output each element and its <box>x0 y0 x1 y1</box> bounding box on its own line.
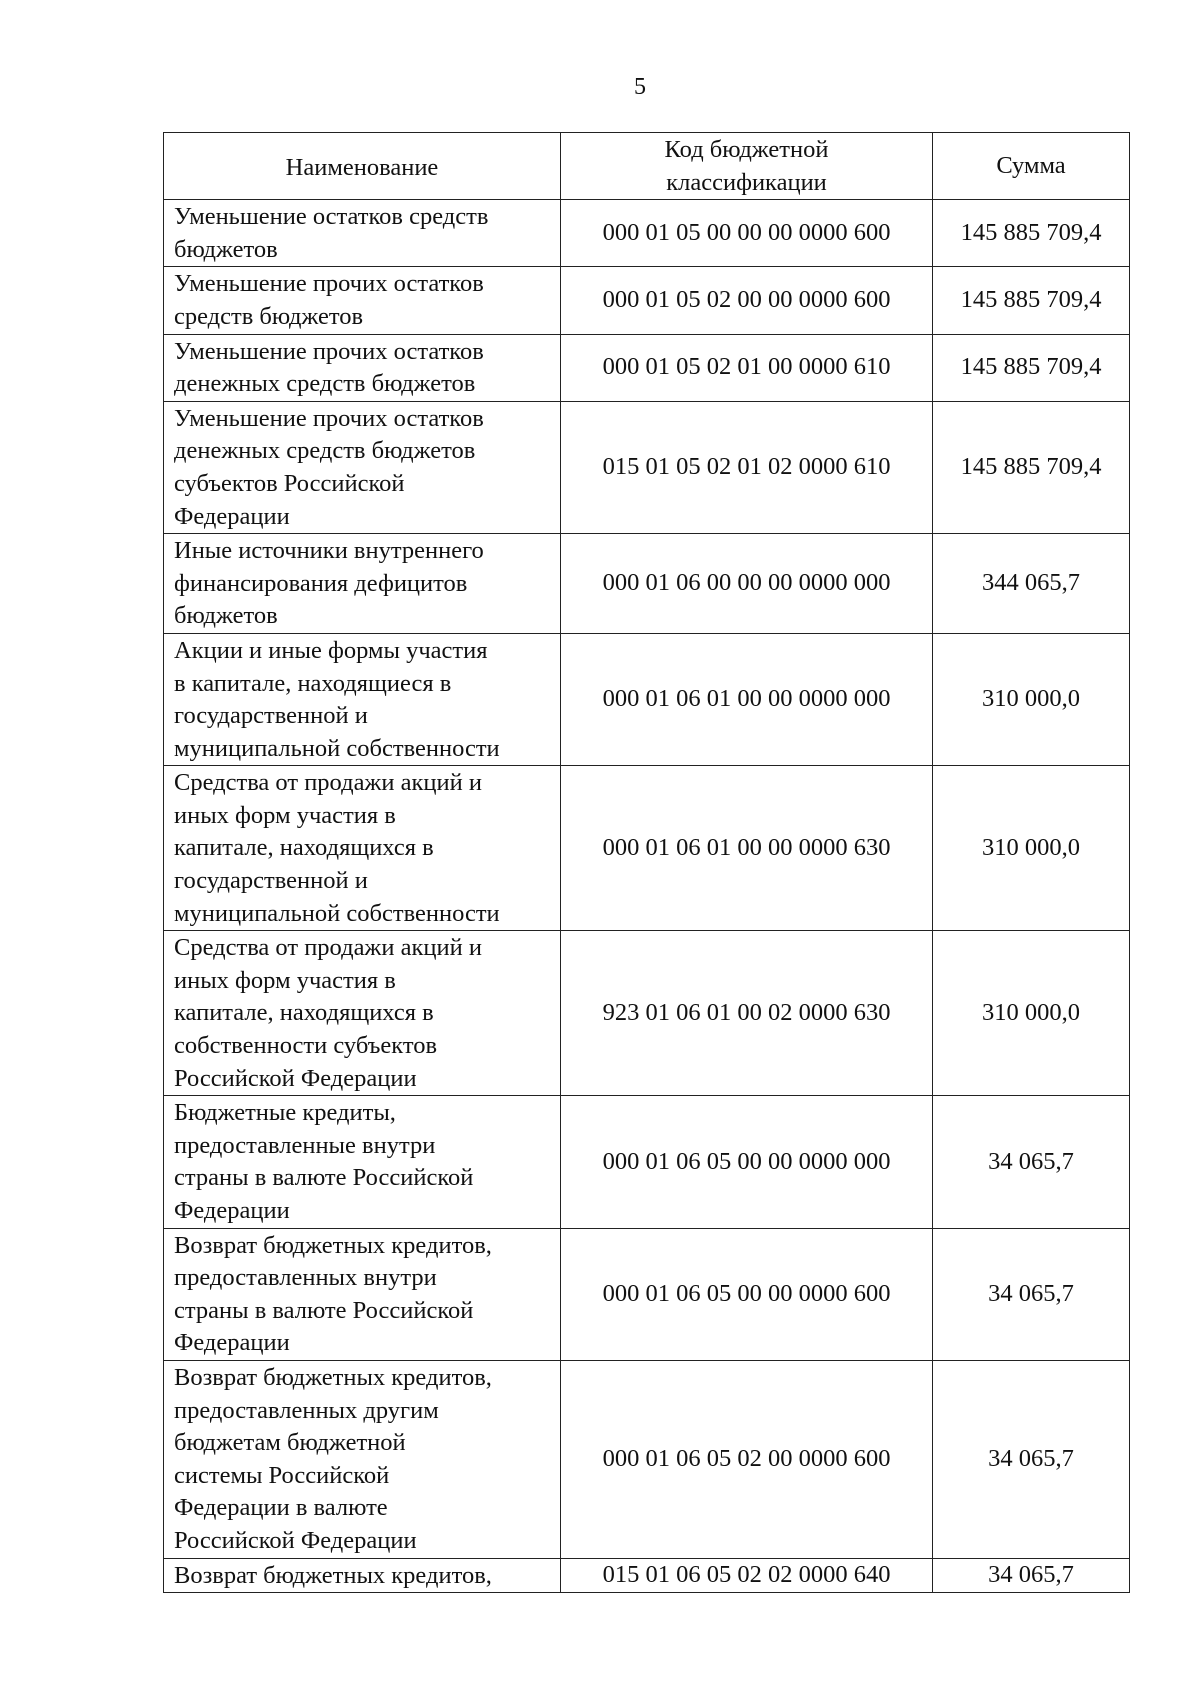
page-number: 5 <box>634 74 646 100</box>
row-sum-cell: 145 885 709,4 <box>933 200 1130 267</box>
row-code-cell: 000 01 05 02 01 00 0000 610 <box>561 334 933 401</box>
row-name-line: субъектов Российской <box>174 469 405 497</box>
row-name-line: муниципальной собственности <box>174 899 500 927</box>
row-name-line: средств бюджетов <box>174 302 364 330</box>
row-name-cell <box>164 766 561 931</box>
row-sum-cell: 310 000,0 <box>933 766 1130 931</box>
row-name-line: Уменьшение прочих остатков <box>174 404 484 432</box>
header-name: Наименование <box>164 133 561 200</box>
row-code-cell: 000 01 06 01 00 00 0000 630 <box>561 766 933 931</box>
row-name-line: Возврат бюджетных кредитов, <box>174 1231 492 1259</box>
budget-table <box>163 132 1130 1593</box>
row-sum-cell: 34 065,7 <box>933 1228 1130 1360</box>
row-name-line: Федерации в валюте <box>174 1494 388 1522</box>
row-name-line: Уменьшение прочих остатков <box>174 270 484 298</box>
row-name-line: муниципальной собственности <box>174 734 500 762</box>
row-name-line: денежных средств бюджетов <box>174 370 476 398</box>
table-row <box>164 931 1130 1096</box>
row-name-cell <box>164 267 561 334</box>
row-code-cell: 000 01 06 05 00 00 0000 000 <box>561 1096 933 1228</box>
row-sum-cell: 145 885 709,4 <box>933 267 1130 334</box>
row-sum-cell: 34 065,7 <box>933 1360 1130 1558</box>
row-code-cell: 000 01 06 00 00 00 0000 000 <box>561 534 933 634</box>
row-sum-cell: 344 065,7 <box>933 534 1130 634</box>
row-code-cell: 000 01 06 05 00 00 0000 600 <box>561 1228 933 1360</box>
table-row <box>164 1228 1130 1360</box>
row-code-cell: 923 01 06 01 00 02 0000 630 <box>561 931 933 1096</box>
row-name-cell <box>164 1096 561 1228</box>
row-code-cell: 015 01 06 05 02 02 0000 640 <box>561 1558 933 1593</box>
row-name-line: предоставленные внутри <box>174 1131 436 1159</box>
header-code-line: классификации <box>666 168 827 196</box>
table-row <box>164 766 1130 931</box>
row-name-cell <box>164 401 561 533</box>
row-name-cell <box>164 334 561 401</box>
table-row <box>164 534 1130 634</box>
row-name-line: Бюджетные кредиты, <box>174 1099 396 1127</box>
row-name-line: собственности субъектов <box>174 1032 438 1060</box>
row-name-cell <box>164 633 561 765</box>
row-name-line: предоставленных внутри <box>174 1264 437 1292</box>
row-name-line: Федерации <box>174 502 290 530</box>
row-name-line: иных форм участия в <box>174 801 396 829</box>
row-name-line: Российской Федерации <box>174 1526 417 1554</box>
row-name-line: государственной и <box>174 702 368 730</box>
row-code-cell: 000 01 06 05 02 00 0000 600 <box>561 1360 933 1558</box>
row-name-line: Федерации <box>174 1197 290 1224</box>
row-name-cell <box>164 1360 561 1558</box>
row-code-cell: 015 01 05 02 01 02 0000 610 <box>561 401 933 533</box>
row-code-cell: 000 01 06 01 00 00 0000 000 <box>561 633 933 765</box>
row-name-line: Возврат бюджетных кредитов, <box>174 1561 492 1589</box>
row-code-cell: 000 01 05 00 00 00 0000 600 <box>561 200 933 267</box>
row-name-line: Средства от продажи акций и <box>174 934 482 962</box>
row-name-line: страны в валюте Российской <box>174 1296 474 1324</box>
row-sum-cell: 34 065,7 <box>933 1558 1130 1593</box>
table-row <box>164 267 1130 334</box>
row-name-line: бюджетов <box>174 235 278 263</box>
row-name-line: Акции и иные формы участия <box>174 636 488 664</box>
row-name-line: финансирования дефицитов <box>174 569 468 597</box>
row-name-cell <box>164 534 561 634</box>
row-name-line: Иные источники внутреннего <box>174 537 484 565</box>
row-name-line: в капитале, находящиеся в <box>174 669 452 697</box>
header-code-line: Код бюджетной <box>664 136 829 163</box>
row-name-cell <box>164 1558 561 1593</box>
row-sum-cell: 145 885 709,4 <box>933 334 1130 401</box>
row-name-line: бюджетам бюджетной <box>174 1429 406 1457</box>
row-name-line: иных форм участия в <box>174 966 396 994</box>
row-name-line: Уменьшение прочих остатков <box>174 337 484 365</box>
table-body <box>164 200 1130 1593</box>
table-row <box>164 200 1130 267</box>
row-name-cell <box>164 931 561 1096</box>
row-name-cell <box>164 1228 561 1360</box>
row-name-line: бюджетов <box>174 602 278 630</box>
row-name-line: Российской Федерации <box>174 1064 417 1092</box>
row-sum-cell: 310 000,0 <box>933 633 1130 765</box>
row-name-line: страны в валюте Российской <box>174 1164 474 1192</box>
row-name-line: государственной и <box>174 867 368 895</box>
table-row <box>164 334 1130 401</box>
table-row <box>164 633 1130 765</box>
row-code-cell: 000 01 05 02 00 00 0000 600 <box>561 267 933 334</box>
row-sum-cell: 145 885 709,4 <box>933 401 1130 533</box>
row-sum-cell: 310 000,0 <box>933 931 1130 1096</box>
row-name-line: капитале, находящихся в <box>174 999 434 1027</box>
header-code <box>561 133 933 200</box>
header-sum: Сумма <box>933 133 1130 200</box>
row-name-cell <box>164 200 561 267</box>
row-name-line: капитале, находящихся в <box>174 834 434 862</box>
row-name-line: Средства от продажи акций и <box>174 769 482 797</box>
table-row <box>164 401 1130 533</box>
table-row <box>164 1096 1130 1228</box>
row-name-line: Уменьшение остатков средств <box>174 203 489 231</box>
table-header-row <box>164 133 1130 200</box>
row-sum-cell: 34 065,7 <box>933 1096 1130 1228</box>
table-row <box>164 1558 1130 1593</box>
row-name-line: системы Российской <box>174 1461 390 1489</box>
table-row <box>164 1360 1130 1558</box>
row-name-line: денежных средств бюджетов <box>174 437 476 465</box>
row-name-line: предоставленных другим <box>174 1396 439 1424</box>
row-name-line: Федерации <box>174 1329 290 1357</box>
row-name-line: Возврат бюджетных кредитов, <box>174 1363 492 1391</box>
